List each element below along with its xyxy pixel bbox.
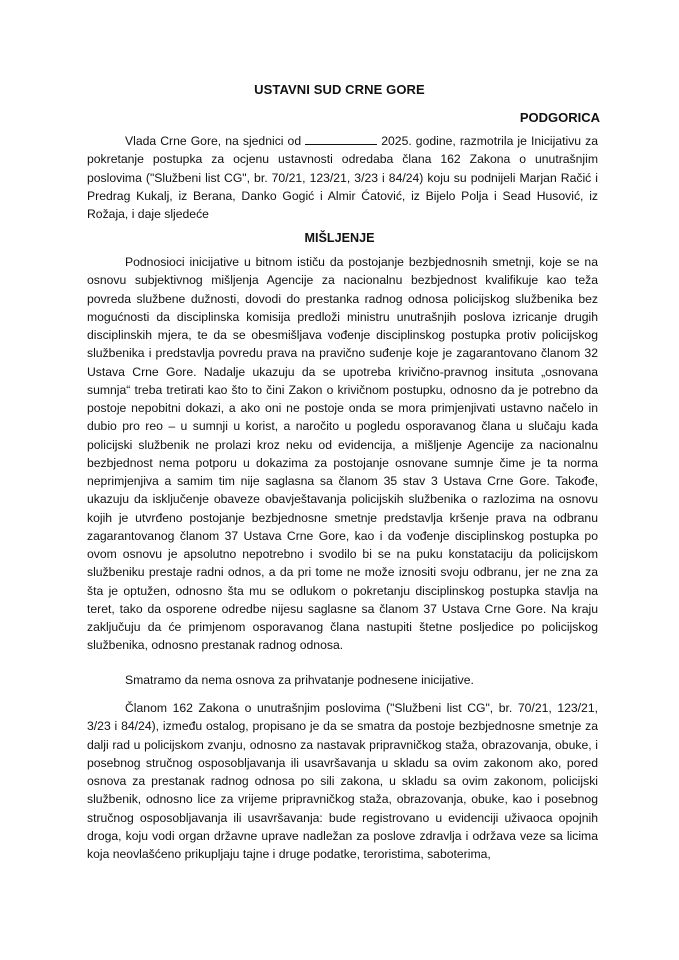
intro-paragraph (87, 132, 598, 223)
opinion-title: MIŠLJENJE (304, 231, 375, 245)
court-title: USTAVNI SUD CRNE GORE (254, 82, 425, 97)
paragraph-article-162: Članom 162 Zakona o unutrašnjim poslovima ("Službeni list CG", br. 70/21, 123/21, 3/23 i 84/24), između ostalog, propisano je da se smatra da postoje bezbjednosne smetnje za dalji rad u policijskom zvanju, odnosno za nastavak pripravničkog staža, obrazovanja, obuke, i posebnog stručnog osposobljavanja ili usavršavanja u skladu sa ovim zakonom ako, pored osnova za prestanak radnog odnosa po sili zakona, u skladu sa ovim zakonom, policijski službenik, odnosno lice za vrijeme pripravničkog staža, obrazovanja, obuke, kao i posebnog stručnog osposobljavanja ili usavršavanja: bude registrovano u evidenciji uživaoca opojnih droga, koju vodi organ državne uprave nadležan za poslove zdravlja i održava veze sa licima koja neovlašćeno prikupljaju tajne i druge podatke, teroristima, saboterima, (87, 701, 598, 861)
paragraph-initiative-claims: Podnosioci inicijative u bitnom ističu da postojanje bezbjednosnih smetnji, koje se na osnovu subjektivnog mišljenja Agencije za nacionalnu bezbjednost kvalifikuje kao teža povreda službene dužnosti, dovodi do prestanka radnog odnosa policijskog službenika bez mogućnosti da disciplinska komisija predloži ministru unutrašnjih poslova izricanje drugih disciplinskih mjera, te da se obesmišljava vođenje disciplinskog postupka protiv policijskog službenika i predstavlja povredu prava na pravično suđenje koje je zagarantovano članom 32 Ustava Crne Gore. Nadalje ukazuju da se upotreba krivično-pravnog insituta „osnovana sumnja“ treba tretirati kao što to čini Zakon o krivičnom postupku, odnosno da je potrebno da postoje nepobitni dokazi, a ako oni ne postoje onda se mora primjenjivati ustavno načelo in dubio pro reo – u sumnji u korist, a naročito u pogledu osporavanog člana u slučaju kada policijski službenik ne prolazi kroz neku od evidencija, a mišljenje Agencije za nacionalnu bezbjednost nema potporu u dokazima za postojanje osnovane sumnje čime je ta norma neprimjenjiva a samim tim nije saglasna sa članom 35 stav 3 Ustava Crne Gore. Takođe, ukazuju da isključenje obaveze obavještavanja policijskih službenika o razlozima na osnovu kojih je utvrđeno postojanje bezbjednosne smetnje predstavlja kršenje prava na odbranu zagarantovanog članom 37 Ustava Crne Gore, kao i da vođenje disciplinskog postupka po ovom osnovu je apsolutno nepotrebno i svodilo bi se na puku konstataciju da policijskom službeniku prestaje radni odnos, a da pri tome ne može iznositi svoju odbranu, jer ne zna za šta je optužen, odnosno šta mu se odlukom o pokretanju disciplinskog postupka stavlja na teret, tako da osporene odredbe nijesu saglasne sa članom 37 Ustava Crne Gore. Na kraju zaključuju da će primjenom osporavanog člana nastupiti štetne posljedice po policijskog službenika, odnosno prestanak radnog odnosa. (87, 255, 598, 653)
paragraph-conclusion: Smatramo da nema osnova za prihvatanje podnesene inicijative. (125, 673, 474, 687)
intro-text-end: 2025. godine, razmotrila je Inicijativu za pokretanje postupka za ocjenu ustavnosti odredaba člana 162 Zakona o unutrašnjim poslovima ("Službeni list CG", br. 70/21, 123/21, 3/23 i 84/24) koju su podnijeli Marjan Račić i Predrag Kukalj, iz Berana, Danko Gogić i Almir Ćatović, iz Bijelo Polja i Sead Husović, iz Rožaja, i daje sljedeće (87, 134, 598, 221)
date-blank-line (305, 132, 377, 145)
intro-text-start: Vlada Crne Gore, na sjednici od (125, 134, 306, 148)
city-heading: PODGORICA (519, 110, 600, 125)
